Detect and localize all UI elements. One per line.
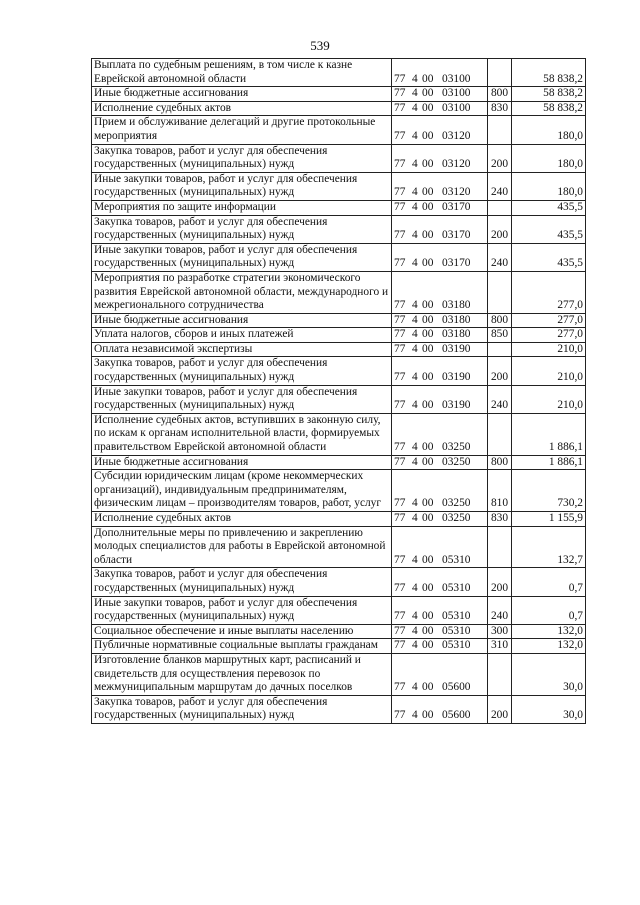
table-row [92, 243, 586, 271]
row-name: Закупка товаров, работ и услуг для обеспечения государственных (муниципальных) нужд [92, 695, 392, 723]
row-code [392, 526, 488, 568]
code-part: 03190 [442, 342, 471, 355]
code-part: 77 [394, 342, 406, 355]
row-expense-type [488, 526, 512, 568]
code-part: 4 [412, 441, 418, 454]
table-row [92, 695, 586, 723]
code-part: 77 [394, 455, 406, 468]
code-part: 77 [394, 313, 406, 326]
row-name: Иные бюджетные ассигнования [92, 455, 392, 470]
row-expense-type: 310 [488, 639, 512, 654]
code-part: 4 [412, 101, 418, 114]
row-expense-type: 200 [488, 568, 512, 596]
code-part: 77 [394, 681, 406, 694]
table-row [92, 328, 586, 343]
code-part: 77 [394, 709, 406, 722]
row-sum: 277,0 [512, 313, 586, 328]
row-sum: 277,0 [512, 328, 586, 343]
row-expense-type: 300 [488, 624, 512, 639]
code-part: 05310 [442, 624, 471, 637]
row-sum: 0,7 [512, 568, 586, 596]
code-part: 03170 [442, 200, 471, 213]
table-row [92, 512, 586, 527]
row-expense-type: 800 [488, 455, 512, 470]
code-part: 00 [422, 399, 434, 412]
row-sum: 58 838,2 [512, 87, 586, 102]
code-part: 4 [412, 639, 418, 652]
budget-table-body [92, 59, 586, 724]
code-part: 4 [412, 158, 418, 171]
row-code [392, 568, 488, 596]
code-part: 00 [422, 709, 434, 722]
code-part: 05310 [442, 610, 471, 623]
row-code [392, 59, 488, 87]
row-code [392, 144, 488, 172]
row-sum: 435,5 [512, 243, 586, 271]
row-name: Закупка товаров, работ и услуг для обеспечения государственных (муниципальных) нужд [92, 215, 392, 243]
row-expense-type [488, 116, 512, 144]
row-code [392, 357, 488, 385]
row-code [392, 313, 488, 328]
code-part: 77 [394, 87, 406, 100]
row-code [392, 413, 488, 455]
row-expense-type [488, 342, 512, 357]
code-part: 00 [422, 497, 434, 510]
code-part: 00 [422, 455, 434, 468]
code-part: 77 [394, 158, 406, 171]
code-part: 00 [422, 581, 434, 594]
row-code [392, 470, 488, 512]
code-part: 4 [412, 624, 418, 637]
row-code [392, 328, 488, 343]
row-name: Выплата по судебным решениям, в том числе к казне Еврейской автономной области [92, 59, 392, 87]
row-sum: 180,0 [512, 116, 586, 144]
code-part: 4 [412, 87, 418, 100]
table-row [92, 342, 586, 357]
code-part: 77 [394, 639, 406, 652]
row-name: Дополнительные меры по привлечению и закреплению молодых специалистов для работы в Еврейской автономной области [92, 526, 392, 568]
row-expense-type: 810 [488, 470, 512, 512]
code-part: 4 [412, 610, 418, 623]
row-sum: 180,0 [512, 144, 586, 172]
row-code [392, 87, 488, 102]
row-sum: 210,0 [512, 385, 586, 413]
code-part: 77 [394, 72, 406, 85]
code-part: 03180 [442, 299, 471, 312]
code-part: 4 [412, 371, 418, 384]
code-part: 77 [394, 129, 406, 142]
row-name: Изготовление бланков маршрутных карт, расписаний и свидетельств для осуществления перевозок по межмуниципальным маршрутам до дачных поселков [92, 653, 392, 695]
code-part: 03120 [442, 186, 471, 199]
row-name: Иные закупки товаров, работ и услуг для обеспечения государственных (муниципальных) нужд [92, 172, 392, 200]
row-sum: 58 838,2 [512, 59, 586, 87]
table-row [92, 87, 586, 102]
code-part: 77 [394, 581, 406, 594]
code-part: 4 [412, 455, 418, 468]
code-part: 00 [422, 342, 434, 355]
row-expense-type: 240 [488, 243, 512, 271]
code-part: 77 [394, 299, 406, 312]
row-sum: 132,0 [512, 639, 586, 654]
code-part: 4 [412, 257, 418, 270]
code-part: 03190 [442, 371, 471, 384]
row-code [392, 639, 488, 654]
code-part: 77 [394, 200, 406, 213]
code-part: 03100 [442, 101, 471, 114]
row-code [392, 116, 488, 144]
row-code [392, 512, 488, 527]
code-part: 4 [412, 129, 418, 142]
row-code [392, 172, 488, 200]
table-row [92, 568, 586, 596]
row-sum: 730,2 [512, 470, 586, 512]
code-part: 77 [394, 229, 406, 242]
code-part: 03120 [442, 129, 471, 142]
code-part: 00 [422, 639, 434, 652]
row-sum: 132,7 [512, 526, 586, 568]
code-part: 03170 [442, 257, 471, 270]
row-sum: 58 838,2 [512, 101, 586, 116]
code-part: 00 [422, 72, 434, 85]
code-part: 4 [412, 299, 418, 312]
row-name: Оплата независимой экспертизы [92, 342, 392, 357]
row-expense-type: 200 [488, 357, 512, 385]
code-part: 05600 [442, 681, 471, 694]
row-expense-type [488, 200, 512, 215]
code-part: 4 [412, 328, 418, 341]
code-part: 77 [394, 553, 406, 566]
row-sum: 132,0 [512, 624, 586, 639]
code-part: 05310 [442, 553, 471, 566]
row-name: Иные закупки товаров, работ и услуг для обеспечения государственных (муниципальных) нужд [92, 385, 392, 413]
code-part: 4 [412, 200, 418, 213]
code-part: 00 [422, 186, 434, 199]
table-row [92, 526, 586, 568]
row-expense-type: 240 [488, 596, 512, 624]
table-row [92, 653, 586, 695]
code-part: 00 [422, 553, 434, 566]
code-part: 4 [412, 229, 418, 242]
code-part: 03250 [442, 441, 471, 454]
row-code [392, 653, 488, 695]
code-part: 4 [412, 497, 418, 510]
code-part: 05600 [442, 709, 471, 722]
table-row [92, 639, 586, 654]
row-name: Мероприятия по защите информации [92, 200, 392, 215]
table-row [92, 271, 586, 313]
code-part: 03250 [442, 497, 471, 510]
code-part: 00 [422, 129, 434, 142]
code-part: 00 [422, 257, 434, 270]
code-part: 4 [412, 342, 418, 355]
code-part: 77 [394, 624, 406, 637]
code-part: 03180 [442, 313, 471, 326]
row-code [392, 215, 488, 243]
code-part: 00 [422, 512, 434, 524]
row-name: Иные бюджетные ассигнования [92, 87, 392, 102]
code-part: 4 [412, 512, 418, 524]
table-row [92, 172, 586, 200]
row-name: Мероприятия по разработке стратегии экономического развития Еврейской автономной области, международного и межрегионального сотрудничества [92, 271, 392, 313]
row-sum: 180,0 [512, 172, 586, 200]
row-sum: 1 155,9 [512, 512, 586, 527]
table-row [92, 215, 586, 243]
row-name: Закупка товаров, работ и услуг для обеспечения государственных (муниципальных) нужд [92, 357, 392, 385]
row-sum: 210,0 [512, 342, 586, 357]
code-part: 4 [412, 709, 418, 722]
table-row [92, 624, 586, 639]
code-part: 4 [412, 581, 418, 594]
table-row [92, 144, 586, 172]
table-row [92, 116, 586, 144]
code-part: 4 [412, 186, 418, 199]
code-part: 00 [422, 158, 434, 171]
row-sum: 277,0 [512, 271, 586, 313]
row-sum: 210,0 [512, 357, 586, 385]
code-part: 00 [422, 328, 434, 341]
row-expense-type: 800 [488, 313, 512, 328]
row-name: Исполнение судебных актов [92, 101, 392, 116]
row-name: Иные бюджетные ассигнования [92, 313, 392, 328]
row-code [392, 596, 488, 624]
row-code [392, 385, 488, 413]
code-part: 77 [394, 371, 406, 384]
code-part: 05310 [442, 581, 471, 594]
row-expense-type: 200 [488, 144, 512, 172]
row-code [392, 455, 488, 470]
code-part: 77 [394, 512, 406, 524]
code-part: 00 [422, 624, 434, 637]
row-sum: 1 886,1 [512, 413, 586, 455]
row-name: Закупка товаров, работ и услуг для обеспечения государственных (муниципальных) нужд [92, 144, 392, 172]
row-expense-type: 830 [488, 101, 512, 116]
row-expense-type [488, 59, 512, 87]
code-part: 03190 [442, 399, 471, 412]
row-expense-type [488, 413, 512, 455]
row-code [392, 342, 488, 357]
code-part: 4 [412, 72, 418, 85]
code-part: 00 [422, 441, 434, 454]
row-code [392, 200, 488, 215]
code-part: 00 [422, 200, 434, 213]
code-part: 77 [394, 257, 406, 270]
code-part: 00 [422, 610, 434, 623]
row-name: Исполнение судебных актов, вступивших в законную силу, по искам к органам исполнительной власти, формируемых правительством Еврейской автономной области [92, 413, 392, 455]
row-code [392, 624, 488, 639]
table-row [92, 357, 586, 385]
row-name: Уплата налогов, сборов и иных платежей [92, 328, 392, 343]
code-part: 4 [412, 313, 418, 326]
code-part: 00 [422, 313, 434, 326]
code-part: 03100 [442, 72, 471, 85]
code-part: 03170 [442, 229, 471, 242]
code-part: 00 [422, 681, 434, 694]
table-row [92, 455, 586, 470]
code-part: 03100 [442, 87, 471, 100]
row-name: Иные закупки товаров, работ и услуг для обеспечения государственных (муниципальных) нужд [92, 596, 392, 624]
code-part: 77 [394, 328, 406, 341]
code-part: 4 [412, 553, 418, 566]
code-part: 4 [412, 681, 418, 694]
table-row [92, 59, 586, 87]
row-expense-type [488, 271, 512, 313]
code-part: 03180 [442, 328, 471, 341]
row-sum: 30,0 [512, 653, 586, 695]
row-name: Исполнение судебных актов [92, 512, 392, 527]
table-row [92, 101, 586, 116]
row-name: Прием и обслуживание делегаций и другие протокольные мероприятия [92, 116, 392, 144]
row-expense-type: 850 [488, 328, 512, 343]
table-row [92, 200, 586, 215]
table-row [92, 596, 586, 624]
row-sum: 435,5 [512, 215, 586, 243]
row-expense-type: 200 [488, 695, 512, 723]
table-row [92, 313, 586, 328]
row-name: Социальное обеспечение и иные выплаты населению [92, 624, 392, 639]
row-name: Субсидии юридическим лицам (кроме некоммерческих организаций), индивидуальным предпринимателям, физическим лицам – производителям товаров, работ, услуг [92, 470, 392, 512]
row-name: Иные закупки товаров, работ и услуг для обеспечения государственных (муниципальных) нужд [92, 243, 392, 271]
row-sum: 435,5 [512, 200, 586, 215]
row-sum: 30,0 [512, 695, 586, 723]
row-name: Закупка товаров, работ и услуг для обеспечения государственных (муниципальных) нужд [92, 568, 392, 596]
row-sum: 1 886,1 [512, 455, 586, 470]
code-part: 03120 [442, 158, 471, 171]
code-part: 77 [394, 101, 406, 114]
code-part: 00 [422, 229, 434, 242]
table-row [92, 470, 586, 512]
code-part: 00 [422, 101, 434, 114]
code-part: 03250 [442, 512, 471, 524]
code-part: 4 [412, 399, 418, 412]
code-part: 00 [422, 371, 434, 384]
code-part: 05310 [442, 639, 471, 652]
row-expense-type: 830 [488, 512, 512, 527]
code-part: 77 [394, 610, 406, 623]
code-part: 77 [394, 497, 406, 510]
row-name: Публичные нормативные социальные выплаты гражданам [92, 639, 392, 654]
row-code [392, 695, 488, 723]
row-code [392, 243, 488, 271]
row-expense-type: 800 [488, 87, 512, 102]
row-expense-type [488, 653, 512, 695]
row-code [392, 101, 488, 116]
budget-table [91, 58, 586, 724]
table-row [92, 385, 586, 413]
code-part: 77 [394, 399, 406, 412]
row-expense-type: 200 [488, 215, 512, 243]
row-expense-type: 240 [488, 172, 512, 200]
row-sum: 0,7 [512, 596, 586, 624]
row-expense-type: 240 [488, 385, 512, 413]
row-code [392, 271, 488, 313]
code-part: 03250 [442, 455, 471, 468]
code-part: 77 [394, 186, 406, 199]
code-part: 00 [422, 87, 434, 100]
code-part: 77 [394, 441, 406, 454]
table-row [92, 413, 586, 455]
code-part: 00 [422, 299, 434, 312]
page-number: 539 [310, 38, 330, 53]
